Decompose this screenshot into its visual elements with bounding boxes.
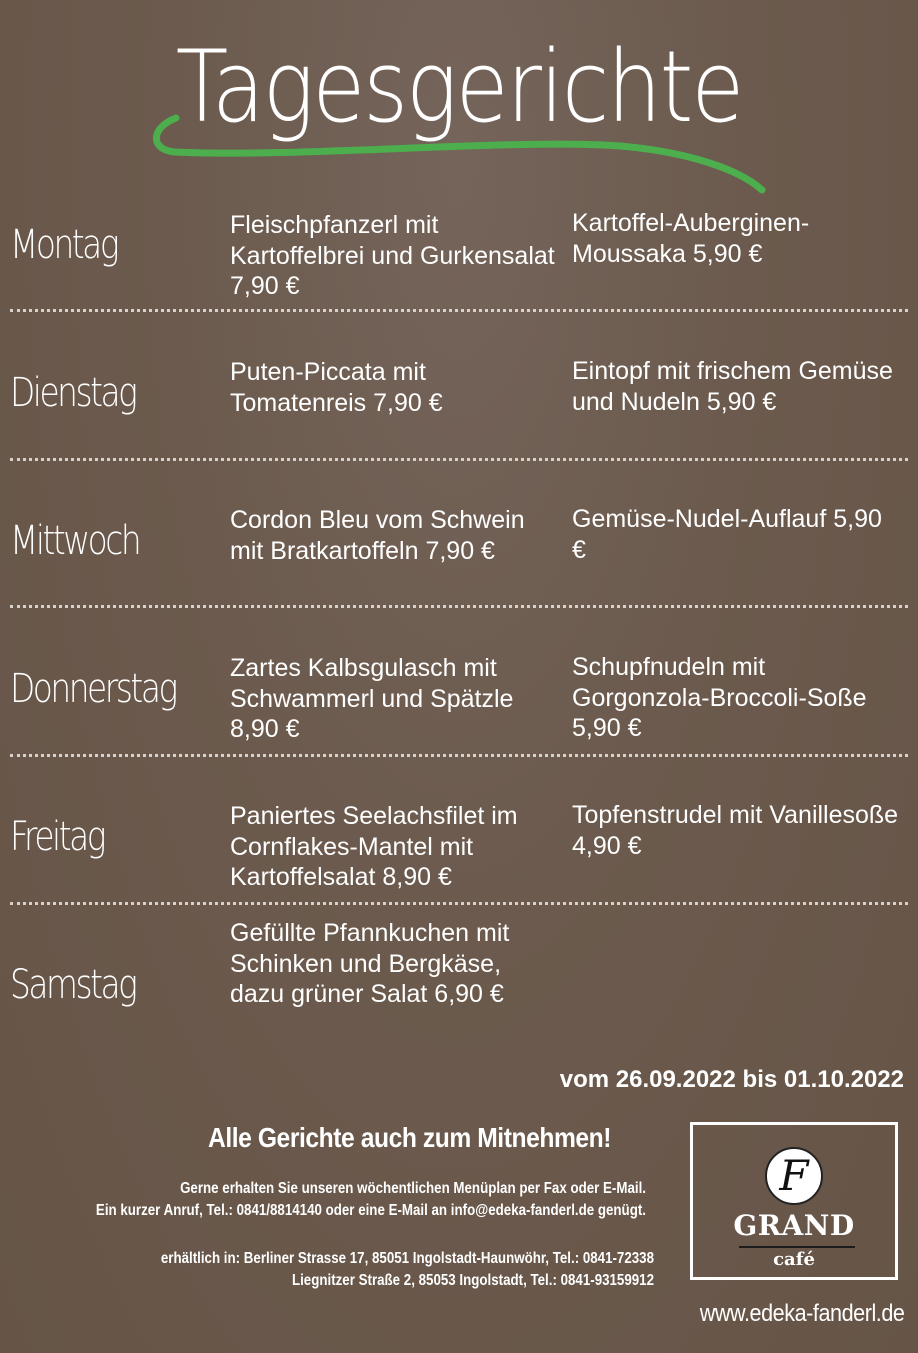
day-label-mittwoch: Mittwoch (10, 518, 140, 564)
row-divider (10, 605, 908, 608)
date-range: vom 26.09.2022 bis 01.10.2022 (559, 1066, 904, 1093)
page-title: Tagesgerichte (175, 29, 743, 145)
dish-veg-mittwoch: Gemüse-Nudel-Auflauf 5,90 € (572, 505, 882, 564)
address-info (52, 1248, 654, 1292)
address-line-1: erhältlich in: Berliner Strasse 17, 85051 Ingolstadt-Haunwöhr, Tel.: 0841-72338 (160, 1250, 654, 1267)
newsletter-line-2 (0, 1200, 646, 1222)
dish-veg-freitag: Topfenstrudel mit Vanillesoße 4,90 € (572, 801, 899, 860)
row-divider (10, 309, 908, 312)
dish-veg-donnerstag: Schupfnudeln mit Gorgonzola-Broccoli-Soße 5,90 € (572, 653, 867, 742)
dish-meat-mittwoch: Cordon Bleu vom Schwein mit Bratkartoffeln 7,90 € (230, 506, 525, 565)
row-divider (10, 458, 908, 461)
dish-meat-montag: Fleischpfanzerl mit Kartoffelbrei und Gurkensalat 7,90 € (230, 211, 555, 300)
logo-grand-text: GRAND (733, 1209, 855, 1242)
dish-meat-samstag: Gefüllte Pfannkuchen mit Schinken und Bergkäse, dazu grüner Salat 6,90 € (230, 919, 510, 1008)
row-divider (10, 754, 908, 757)
day-label-freitag: Freitag (10, 814, 104, 860)
dish-meat-donnerstag: Zartes Kalbsgulasch mit Schwammerl und Spätzle 8,90 € (230, 654, 514, 743)
dish-veg-montag: Kartoffel-Auberginen-Moussaka 5,90 € (572, 209, 810, 268)
row-divider (10, 902, 908, 905)
newsletter-line-2-prefix: Ein kurzer Anruf, Tel.: 0841/8814140 oder eine E-Mail an (95, 1202, 451, 1219)
takeaway-note: Alle Gerichte auch zum Mitnehmen! (208, 1122, 612, 1153)
logo-divider (739, 1246, 855, 1248)
grand-cafe-logo (690, 1122, 898, 1280)
dish-meat-freitag: Paniertes Seelachsfilet im Cornflakes-Mantel mit Kartoffelsalat 8,90 € (230, 802, 518, 891)
dish-veg-dienstag: Eintopf mit frischem Gemüse und Nudeln 5,90 € (572, 357, 893, 416)
newsletter-line-2-suffix: genügt. (594, 1202, 646, 1219)
day-label-samstag: Samstag (10, 962, 136, 1008)
day-label-montag: Montag (10, 222, 118, 268)
newsletter-info (0, 1178, 646, 1222)
logo-cafe-text: café (773, 1249, 815, 1270)
newsletter-email-link[interactable]: info@edeka-fanderl.de (450, 1202, 595, 1219)
newsletter-line-1: Gerne erhalten Sie unseren wöchentlichen Menüplan per Fax oder E-Mail. (180, 1180, 646, 1197)
address-line-2: Liegnitzer Straße 2, 85053 Ingolstadt, Tel.: 0841-93159912 (291, 1272, 654, 1289)
day-label-donnerstag: Donnerstag (10, 666, 176, 712)
website-link[interactable]: www.edeka-fanderl.de (699, 1300, 904, 1327)
logo-f-emblem-icon: F (765, 1147, 823, 1205)
dish-meat-dienstag: Puten-Piccata mit Tomatenreis 7,90 € (230, 358, 443, 417)
day-label-dienstag: Dienstag (10, 370, 136, 416)
